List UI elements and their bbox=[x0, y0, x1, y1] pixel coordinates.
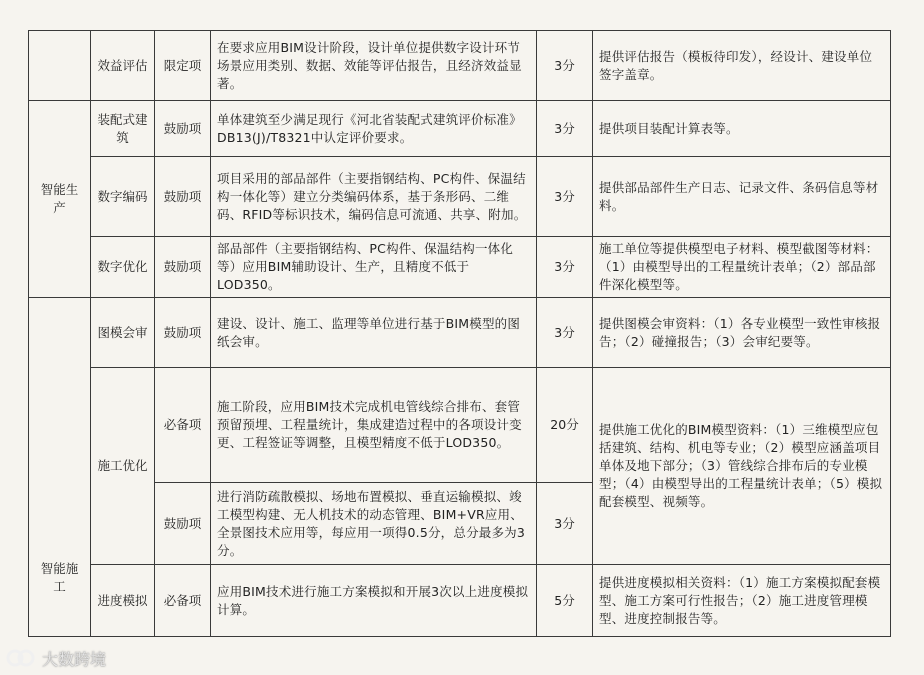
type-cell: 必备项 bbox=[155, 368, 211, 483]
table-row bbox=[29, 31, 891, 101]
score-cell: 3分 bbox=[537, 298, 593, 368]
score-cell: 3分 bbox=[537, 31, 593, 101]
requirement-cell: 在要求应用BIM设计阶段，设计单位提供数字设计环节场景应用类别、数据、效能等评估报告，且经济效益显著。 bbox=[211, 31, 537, 101]
item-cell: 图模会审 bbox=[91, 298, 155, 368]
score-cell: 3分 bbox=[537, 483, 593, 565]
materials-cell: 施工单位等提供模型电子材料、模型截图等材料：（1）由模型导出的工程量统计表单；（2）部品部件深化模型等。 bbox=[593, 237, 891, 298]
score-cell: 3分 bbox=[537, 237, 593, 298]
evaluation-table bbox=[28, 30, 891, 637]
requirement-cell: 项目采用的部品部件（主要指钢结构、PC构件、保温结构一体化等）建立分类编码体系，基于条形码、二维码、RFID等标识技术，编码信息可流通、共享、附加。 bbox=[211, 157, 537, 237]
materials-cell: 提供进度模拟相关资料：（1）施工方案模拟配套模型、施工方案可行性报告；（2）施工进度管理模型、进度控制报告等。 bbox=[593, 565, 891, 637]
type-cell: 必备项 bbox=[155, 565, 211, 637]
type-cell: 鼓励项 bbox=[155, 157, 211, 237]
type-cell: 限定项 bbox=[155, 31, 211, 101]
table-row bbox=[29, 298, 891, 368]
category-cell: 智能生产 bbox=[29, 101, 91, 298]
item-cell: 数字优化 bbox=[91, 237, 155, 298]
type-cell: 鼓励项 bbox=[155, 483, 211, 565]
requirement-cell: 部品部件（主要指钢结构、PC构件、保温结构一体化等）应用BIM辅助设计、生产，且精度不低于LOD350。 bbox=[211, 237, 537, 298]
item-cell: 数字编码 bbox=[91, 157, 155, 237]
watermark bbox=[6, 644, 106, 672]
materials-cell: 提供部品部件生产日志、记录文件、条码信息等材料。 bbox=[593, 157, 891, 237]
materials-cell: 提供图模会审资料：（1）各专业模型一致性审核报告；（2）碰撞报告；（3）会审纪要等。 bbox=[593, 298, 891, 368]
item-cell: 施工优化 bbox=[91, 368, 155, 565]
type-cell: 鼓励项 bbox=[155, 298, 211, 368]
score-cell: 3分 bbox=[537, 157, 593, 237]
category-cell bbox=[29, 31, 91, 101]
requirement-cell: 建设、设计、施工、监理等单位进行基于BIM模型的图纸会审。 bbox=[211, 298, 537, 368]
score-cell: 5分 bbox=[537, 565, 593, 637]
table-row bbox=[29, 565, 891, 637]
table-row bbox=[29, 368, 891, 483]
table-row bbox=[29, 237, 891, 298]
item-cell: 进度模拟 bbox=[91, 565, 155, 637]
brand-logo-icon bbox=[6, 647, 36, 669]
type-cell: 鼓励项 bbox=[155, 237, 211, 298]
materials-cell: 提供项目装配计算表等。 bbox=[593, 101, 891, 157]
requirement-cell: 施工阶段，应用BIM技术完成机电管线综合排布、套管预留预埋、工程量统计，集成建造过程中的各项设计变更、工程签证等调整，且模型精度不低于LOD350。 bbox=[211, 368, 537, 483]
item-cell: 效益评估 bbox=[91, 31, 155, 101]
score-cell: 3分 bbox=[537, 101, 593, 157]
requirement-cell: 应用BIM技术进行施工方案模拟和开展3次以上进度模拟计算。 bbox=[211, 565, 537, 637]
watermark-text: 大数跨境 bbox=[42, 649, 107, 669]
requirement-cell: 进行消防疏散模拟、场地布置模拟、垂直运输模拟、竣工模型构建、无人机技术的动态管理、BIM+VR应用、全景图技术应用等，每应用一项得0.5分，总分最多为3分。 bbox=[211, 483, 537, 565]
materials-cell: 提供施工优化的BIM模型资料：（1）三维模型应包括建筑、结构、机电等专业；（2）模型应涵盖项目单体及地下部分；（3）管线综合排布后的专业模型；（4）由模型导出的工程量统计表单；（5）模拟配套模型、视频等。 bbox=[593, 368, 891, 565]
materials-cell: 提供评估报告（模板待印发），经设计、建设单位签字盖章。 bbox=[593, 31, 891, 101]
score-cell: 20分 bbox=[537, 368, 593, 483]
item-cell: 装配式建筑 bbox=[91, 101, 155, 157]
requirement-cell: 单体建筑至少满足现行《河北省装配式建筑评价标准》DB13(J)/T8321中认定评价要求。 bbox=[211, 101, 537, 157]
category-cell: 智能施工 bbox=[29, 298, 91, 637]
table-row bbox=[29, 157, 891, 237]
type-cell: 鼓励项 bbox=[155, 101, 211, 157]
table-row bbox=[29, 101, 891, 157]
